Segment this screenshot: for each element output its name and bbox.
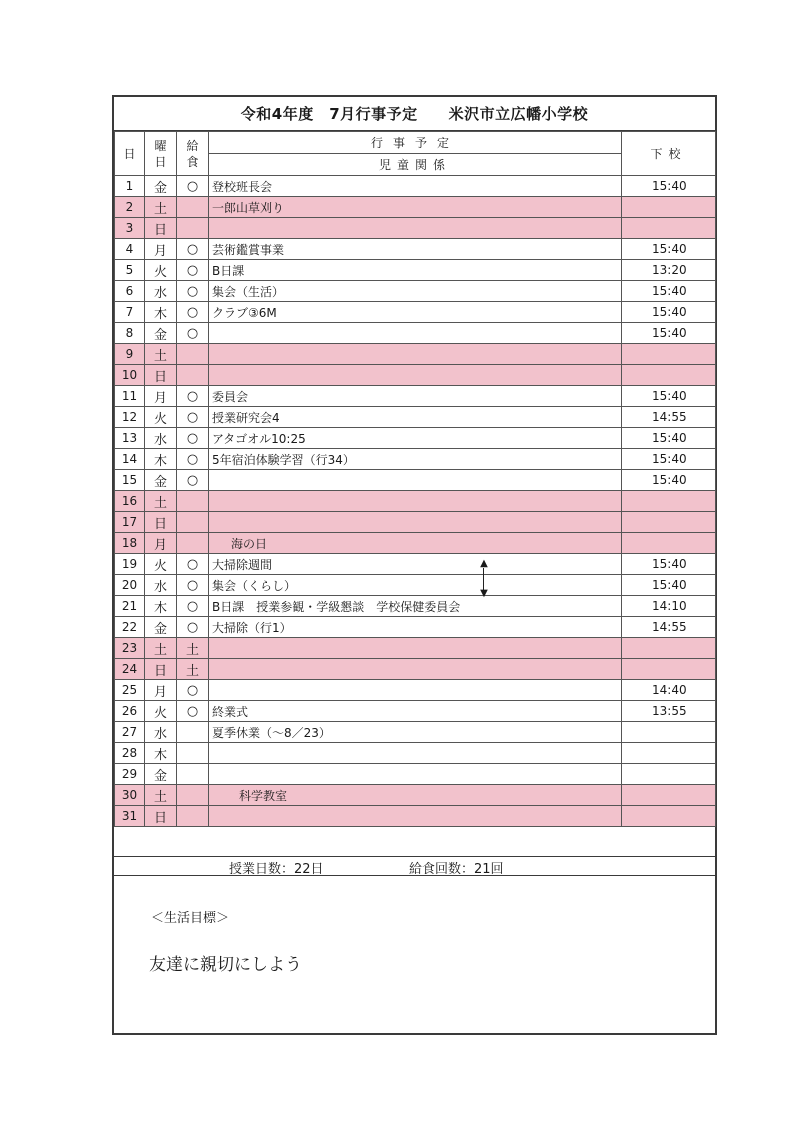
dismissal-cell: 14:55	[622, 407, 716, 428]
dismissal-cell	[622, 785, 716, 806]
event-cell	[209, 218, 622, 239]
dismissal-cell	[622, 365, 716, 386]
table-row	[115, 449, 716, 470]
day-cell: 1	[115, 176, 145, 197]
dismissal-cell	[622, 806, 716, 827]
dismissal-cell	[622, 533, 716, 554]
weekday-cell: 土	[145, 344, 177, 365]
day-cell: 28	[115, 743, 145, 764]
lunch-cell: 土	[177, 659, 209, 680]
lunch-cell: ○	[177, 449, 209, 470]
weekday-cell: 日	[145, 659, 177, 680]
table-row	[115, 806, 716, 827]
day-cell: 10	[115, 365, 145, 386]
day-cell: 3	[115, 218, 145, 239]
dismissal-cell: 14:10	[622, 596, 716, 617]
day-cell: 27	[115, 722, 145, 743]
event-cell: 一郎山草刈り	[209, 197, 622, 218]
weekday-cell: 土	[145, 491, 177, 512]
event-cell: 芸術鑑賞事業	[209, 239, 622, 260]
header-event: 行事予定	[209, 132, 622, 154]
day-cell: 9	[115, 344, 145, 365]
table-row	[115, 659, 716, 680]
table-row	[115, 596, 716, 617]
table-row	[115, 785, 716, 806]
weekday-cell: 木	[145, 596, 177, 617]
dismissal-cell	[622, 512, 716, 533]
lunch-cell: ○	[177, 281, 209, 302]
weekday-cell: 木	[145, 743, 177, 764]
day-cell: 14	[115, 449, 145, 470]
event-cell	[209, 680, 622, 701]
lunch-cell	[177, 533, 209, 554]
event-cell: 登校班長会	[209, 176, 622, 197]
day-cell: 2	[115, 197, 145, 218]
table-row	[115, 302, 716, 323]
day-cell: 13	[115, 428, 145, 449]
class-days-count: 授業日数：22日	[229, 862, 324, 877]
day-cell: 15	[115, 470, 145, 491]
dismissal-cell: 15:40	[622, 302, 716, 323]
event-cell: 授業研究会4	[209, 407, 622, 428]
table-row	[115, 491, 716, 512]
lunch-cell: ○	[177, 407, 209, 428]
weekday-cell: 土	[145, 785, 177, 806]
weekday-cell: 日	[145, 512, 177, 533]
weekday-cell: 水	[145, 428, 177, 449]
table-row	[115, 428, 716, 449]
event-cell: B日課 授業参観・学級懇談 学校保健委員会	[209, 596, 622, 617]
dismissal-cell	[622, 491, 716, 512]
weekday-cell: 火	[145, 260, 177, 281]
lunch-cell: ○	[177, 554, 209, 575]
lunch-cell: ○	[177, 323, 209, 344]
event-cell	[209, 638, 622, 659]
dismissal-cell	[622, 722, 716, 743]
day-cell: 5	[115, 260, 145, 281]
lunch-cell: ○	[177, 176, 209, 197]
table-row	[115, 197, 716, 218]
lunch-cell: 土	[177, 638, 209, 659]
table-row	[115, 638, 716, 659]
event-cell	[209, 806, 622, 827]
lunch-cell	[177, 806, 209, 827]
day-cell: 29	[115, 764, 145, 785]
day-cell: 21	[115, 596, 145, 617]
life-goal-text: 友達に親切にしよう	[149, 955, 302, 975]
schedule-table	[114, 131, 716, 827]
dismissal-cell	[622, 218, 716, 239]
header-weekday: 曜 日	[145, 132, 177, 176]
weekday-cell: 木	[145, 449, 177, 470]
event-cell: 科学教室	[209, 785, 622, 806]
weekday-cell: 月	[145, 239, 177, 260]
weekday-cell: 金	[145, 764, 177, 785]
header-dismissal: 下校	[622, 132, 716, 176]
event-cell: 集会（くらし）	[209, 575, 622, 596]
lunch-count: 給食回数：21回	[409, 862, 504, 877]
dismissal-cell: 15:40	[622, 386, 716, 407]
weekday-cell: 木	[145, 302, 177, 323]
table-row	[115, 743, 716, 764]
event-cell: 大掃除週間	[209, 554, 622, 575]
lunch-cell	[177, 743, 209, 764]
lunch-cell	[177, 785, 209, 806]
weekday-cell: 火	[145, 701, 177, 722]
day-cell: 17	[115, 512, 145, 533]
weekday-cell: 土	[145, 197, 177, 218]
table-row	[115, 407, 716, 428]
header-day: 日	[115, 132, 145, 176]
lunch-cell	[177, 722, 209, 743]
event-cell	[209, 764, 622, 785]
dismissal-cell: 15:40	[622, 575, 716, 596]
weekday-cell: 月	[145, 533, 177, 554]
table-row	[115, 764, 716, 785]
lunch-cell: ○	[177, 302, 209, 323]
table-row	[115, 470, 716, 491]
dismissal-cell: 13:55	[622, 701, 716, 722]
table-row	[115, 554, 716, 575]
lunch-cell: ○	[177, 239, 209, 260]
weekday-cell: 火	[145, 407, 177, 428]
table-row	[115, 281, 716, 302]
event-cell: クラブ③6M	[209, 302, 622, 323]
span-arrow-icon: ▲ ▼	[480, 558, 488, 599]
event-cell: 大掃除（行1）	[209, 617, 622, 638]
life-goal-label: ＜生活目標＞	[151, 911, 230, 926]
lunch-cell: ○	[177, 701, 209, 722]
dismissal-cell: 15:40	[622, 176, 716, 197]
event-cell	[209, 743, 622, 764]
event-cell	[209, 512, 622, 533]
table-row	[115, 722, 716, 743]
table-row	[115, 218, 716, 239]
table-row	[115, 344, 716, 365]
lunch-cell	[177, 344, 209, 365]
event-cell: 5年宿泊体験学習（行34）	[209, 449, 622, 470]
dismissal-cell: 15:40	[622, 428, 716, 449]
event-cell: 委員会	[209, 386, 622, 407]
event-cell: 終業式	[209, 701, 622, 722]
table-row	[115, 617, 716, 638]
lunch-cell: ○	[177, 386, 209, 407]
lunch-cell: ○	[177, 575, 209, 596]
dismissal-cell: 15:40	[622, 239, 716, 260]
dismissal-cell: 13:20	[622, 260, 716, 281]
summary-bar	[114, 856, 715, 876]
event-cell	[209, 659, 622, 680]
day-cell: 18	[115, 533, 145, 554]
lunch-cell: ○	[177, 428, 209, 449]
event-cell: 海の日	[209, 533, 622, 554]
weekday-cell: 金	[145, 176, 177, 197]
weekday-cell: 金	[145, 470, 177, 491]
day-cell: 11	[115, 386, 145, 407]
table-row	[115, 365, 716, 386]
table-row	[115, 176, 716, 197]
event-cell	[209, 323, 622, 344]
day-cell: 12	[115, 407, 145, 428]
table-row	[115, 323, 716, 344]
dismissal-cell	[622, 197, 716, 218]
lunch-cell	[177, 764, 209, 785]
lunch-cell	[177, 218, 209, 239]
weekday-cell: 金	[145, 617, 177, 638]
lunch-cell: ○	[177, 596, 209, 617]
event-cell: 夏季休業（～8／23）	[209, 722, 622, 743]
table-row	[115, 533, 716, 554]
day-cell: 22	[115, 617, 145, 638]
lunch-cell	[177, 365, 209, 386]
dismissal-cell	[622, 638, 716, 659]
event-cell	[209, 491, 622, 512]
day-cell: 16	[115, 491, 145, 512]
dismissal-cell	[622, 344, 716, 365]
event-cell	[209, 344, 622, 365]
weekday-cell: 月	[145, 386, 177, 407]
dismissal-cell	[622, 743, 716, 764]
day-cell: 4	[115, 239, 145, 260]
day-cell: 31	[115, 806, 145, 827]
lunch-cell	[177, 512, 209, 533]
event-cell: アタゴオル10:25	[209, 428, 622, 449]
weekday-cell: 日	[145, 365, 177, 386]
weekday-cell: 土	[145, 638, 177, 659]
header-lunch: 給 食	[177, 132, 209, 176]
table-row	[115, 512, 716, 533]
day-cell: 19	[115, 554, 145, 575]
table-row	[115, 260, 716, 281]
weekday-cell: 日	[145, 218, 177, 239]
lunch-cell: ○	[177, 260, 209, 281]
day-cell: 30	[115, 785, 145, 806]
weekday-cell: 水	[145, 281, 177, 302]
day-cell: 8	[115, 323, 145, 344]
dismissal-cell: 15:40	[622, 554, 716, 575]
dismissal-cell: 15:40	[622, 470, 716, 491]
event-cell	[209, 365, 622, 386]
dismissal-cell: 15:40	[622, 449, 716, 470]
weekday-cell: 金	[145, 323, 177, 344]
weekday-cell: 水	[145, 575, 177, 596]
schedule-sheet	[112, 95, 717, 1035]
dismissal-cell: 15:40	[622, 281, 716, 302]
weekday-cell: 火	[145, 554, 177, 575]
dismissal-cell	[622, 764, 716, 785]
day-cell: 23	[115, 638, 145, 659]
weekday-cell: 水	[145, 722, 177, 743]
day-cell: 26	[115, 701, 145, 722]
event-cell	[209, 470, 622, 491]
day-cell: 6	[115, 281, 145, 302]
event-cell: 集会（生活）	[209, 281, 622, 302]
dismissal-cell: 14:40	[622, 680, 716, 701]
lunch-cell	[177, 197, 209, 218]
day-cell: 25	[115, 680, 145, 701]
day-cell: 24	[115, 659, 145, 680]
weekday-cell: 日	[145, 806, 177, 827]
table-row	[115, 701, 716, 722]
table-row	[115, 575, 716, 596]
table-row	[115, 239, 716, 260]
lunch-cell	[177, 491, 209, 512]
table-row	[115, 386, 716, 407]
lunch-cell: ○	[177, 617, 209, 638]
dismissal-cell: 14:55	[622, 617, 716, 638]
day-cell: 20	[115, 575, 145, 596]
weekday-cell: 月	[145, 680, 177, 701]
table-row	[115, 680, 716, 701]
event-cell: B日課	[209, 260, 622, 281]
header-student-related: 児童関係	[209, 154, 622, 176]
page-title: 令和4年度 7月行事予定 米沢市立広幡小学校	[114, 97, 715, 131]
lunch-cell: ○	[177, 680, 209, 701]
dismissal-cell	[622, 659, 716, 680]
day-cell: 7	[115, 302, 145, 323]
lunch-cell: ○	[177, 470, 209, 491]
dismissal-cell: 15:40	[622, 323, 716, 344]
